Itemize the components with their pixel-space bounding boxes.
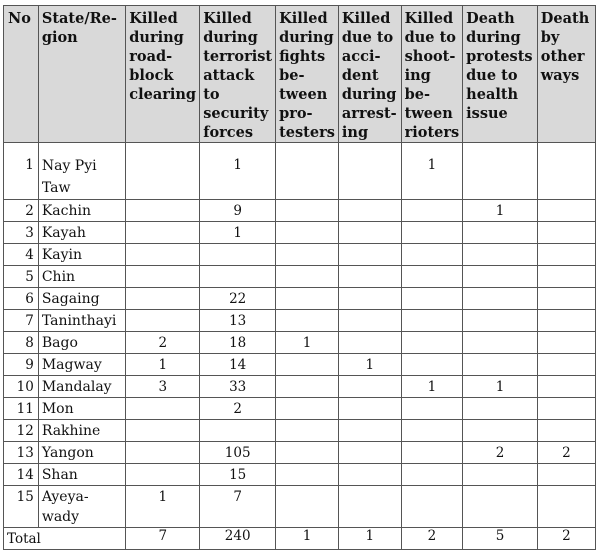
count-cell <box>126 464 200 486</box>
count-cell <box>401 486 463 528</box>
total-cell: 2 <box>537 528 595 550</box>
count-cell: 7 <box>200 486 276 528</box>
count-cell <box>537 398 595 420</box>
count-cell: 2 <box>200 398 276 420</box>
count-cell <box>338 398 401 420</box>
count-cell: 105 <box>200 442 276 464</box>
header-fights: Killed during fights be-tween pro-testers <box>276 6 339 143</box>
count-cell <box>276 200 339 222</box>
count-cell <box>338 244 401 266</box>
count-cell: 33 <box>200 376 276 398</box>
header-roadblock: Killed during road-block clearing <box>126 6 200 143</box>
count-cell <box>537 266 595 288</box>
count-cell <box>338 464 401 486</box>
row-number: 9 <box>4 354 39 376</box>
count-cell <box>338 143 401 200</box>
count-cell <box>463 354 538 376</box>
count-cell <box>276 354 339 376</box>
region-name: Sagaing <box>38 288 125 310</box>
row-number: 8 <box>4 332 39 354</box>
total-label: Total <box>4 528 126 550</box>
table-row <box>4 376 596 398</box>
count-cell <box>338 376 401 398</box>
count-cell <box>401 398 463 420</box>
count-cell: 2 <box>537 442 595 464</box>
total-cell: 240 <box>200 528 276 550</box>
count-cell <box>463 143 538 200</box>
count-cell <box>537 332 595 354</box>
count-cell <box>276 143 339 200</box>
region-name: Nay Pyi Taw <box>38 143 125 200</box>
count-cell <box>401 420 463 442</box>
count-cell: 3 <box>126 376 200 398</box>
table-row <box>4 442 596 464</box>
count-cell <box>338 332 401 354</box>
region-name: Chin <box>38 266 125 288</box>
total-cell: 1 <box>276 528 339 550</box>
count-cell <box>200 244 276 266</box>
count-cell <box>537 288 595 310</box>
table-row <box>4 222 596 244</box>
count-cell <box>276 420 339 442</box>
count-cell <box>200 420 276 442</box>
count-cell: 14 <box>200 354 276 376</box>
count-cell <box>537 244 595 266</box>
count-cell <box>401 310 463 332</box>
header-region: State/Re-gion <box>38 6 125 143</box>
count-cell <box>463 244 538 266</box>
count-cell <box>537 376 595 398</box>
count-cell <box>276 266 339 288</box>
table-row <box>4 486 596 528</box>
region-name: Mon <box>38 398 125 420</box>
count-cell <box>276 486 339 528</box>
total-row <box>4 528 596 550</box>
count-cell <box>126 200 200 222</box>
count-cell: 1 <box>200 222 276 244</box>
count-cell <box>401 288 463 310</box>
total-cell: 1 <box>338 528 401 550</box>
count-cell <box>463 222 538 244</box>
row-number: 5 <box>4 266 39 288</box>
count-cell <box>338 310 401 332</box>
count-cell <box>126 420 200 442</box>
count-cell <box>463 310 538 332</box>
count-cell <box>126 310 200 332</box>
count-cell <box>401 200 463 222</box>
count-cell: 9 <box>200 200 276 222</box>
header-row <box>4 6 596 143</box>
count-cell: 1 <box>463 376 538 398</box>
count-cell <box>401 354 463 376</box>
count-cell <box>276 398 339 420</box>
count-cell <box>463 486 538 528</box>
header-no: No <box>4 6 39 143</box>
header-terrorist-attack: Killed during terrorist attack to security forces <box>200 6 276 143</box>
row-number: 7 <box>4 310 39 332</box>
row-number: 15 <box>4 486 39 528</box>
count-cell: 22 <box>200 288 276 310</box>
header-accident: Killed due to acci-dent during arrest-ing <box>338 6 401 143</box>
count-cell <box>463 420 538 442</box>
count-cell <box>537 143 595 200</box>
count-cell <box>463 332 538 354</box>
table-row <box>4 288 596 310</box>
count-cell <box>401 332 463 354</box>
count-cell <box>401 222 463 244</box>
count-cell <box>338 420 401 442</box>
count-cell <box>401 464 463 486</box>
row-number: 1 <box>4 143 39 200</box>
total-cell: 7 <box>126 528 200 550</box>
row-number: 4 <box>4 244 39 266</box>
total-cell: 2 <box>401 528 463 550</box>
table-row <box>4 143 596 200</box>
row-number: 12 <box>4 420 39 442</box>
count-cell <box>537 420 595 442</box>
count-cell <box>276 464 339 486</box>
count-cell <box>276 442 339 464</box>
table-row <box>4 310 596 332</box>
row-number: 13 <box>4 442 39 464</box>
count-cell: 1 <box>126 486 200 528</box>
count-cell <box>338 200 401 222</box>
count-cell: 1 <box>338 354 401 376</box>
total-cell: 5 <box>463 528 538 550</box>
header-shooting: Killed due to shoot-ing be-tween rioters <box>401 6 463 143</box>
count-cell <box>537 310 595 332</box>
count-cell <box>537 486 595 528</box>
table-row <box>4 200 596 222</box>
count-cell <box>276 222 339 244</box>
header-health: Death during protests due to health issue <box>463 6 538 143</box>
row-number: 6 <box>4 288 39 310</box>
count-cell <box>276 288 339 310</box>
row-number: 14 <box>4 464 39 486</box>
region-name: Magway <box>38 354 125 376</box>
table-row <box>4 354 596 376</box>
count-cell <box>537 200 595 222</box>
count-cell <box>338 442 401 464</box>
count-cell: 13 <box>200 310 276 332</box>
count-cell <box>338 486 401 528</box>
table-row <box>4 244 596 266</box>
row-number: 2 <box>4 200 39 222</box>
casualty-table <box>3 5 596 550</box>
count-cell <box>401 266 463 288</box>
region-name: Bago <box>38 332 125 354</box>
count-cell: 2 <box>463 442 538 464</box>
header-other: Death by other ways <box>537 6 595 143</box>
region-name: Mandalay <box>38 376 125 398</box>
count-cell: 1 <box>463 200 538 222</box>
row-number: 11 <box>4 398 39 420</box>
region-name: Rakhine <box>38 420 125 442</box>
region-name: Kachin <box>38 200 125 222</box>
count-cell <box>463 464 538 486</box>
count-cell <box>126 442 200 464</box>
row-number: 3 <box>4 222 39 244</box>
count-cell <box>126 288 200 310</box>
count-cell <box>338 288 401 310</box>
count-cell <box>126 143 200 200</box>
count-cell: 1 <box>126 354 200 376</box>
region-name: Kayah <box>38 222 125 244</box>
count-cell <box>537 464 595 486</box>
region-name: Yangon <box>38 442 125 464</box>
count-cell <box>276 376 339 398</box>
count-cell <box>126 266 200 288</box>
table-row <box>4 332 596 354</box>
count-cell: 18 <box>200 332 276 354</box>
count-cell <box>401 442 463 464</box>
table-row <box>4 464 596 486</box>
count-cell <box>338 266 401 288</box>
count-cell <box>126 244 200 266</box>
count-cell <box>126 398 200 420</box>
count-cell: 1 <box>276 332 339 354</box>
count-cell: 1 <box>401 376 463 398</box>
table-row <box>4 398 596 420</box>
count-cell <box>537 354 595 376</box>
region-name: Shan <box>38 464 125 486</box>
count-cell <box>537 222 595 244</box>
count-cell <box>276 244 339 266</box>
count-cell <box>401 244 463 266</box>
count-cell <box>463 398 538 420</box>
region-name: Taninthayi <box>38 310 125 332</box>
count-cell: 2 <box>126 332 200 354</box>
count-cell: 1 <box>200 143 276 200</box>
table-row <box>4 266 596 288</box>
count-cell <box>463 288 538 310</box>
count-cell: 15 <box>200 464 276 486</box>
table-row <box>4 420 596 442</box>
count-cell <box>338 222 401 244</box>
region-name: Kayin <box>38 244 125 266</box>
region-name: Ayeya-wady <box>38 486 125 528</box>
row-number: 10 <box>4 376 39 398</box>
count-cell <box>126 222 200 244</box>
count-cell <box>463 266 538 288</box>
count-cell <box>276 310 339 332</box>
count-cell <box>200 266 276 288</box>
count-cell: 1 <box>401 143 463 200</box>
